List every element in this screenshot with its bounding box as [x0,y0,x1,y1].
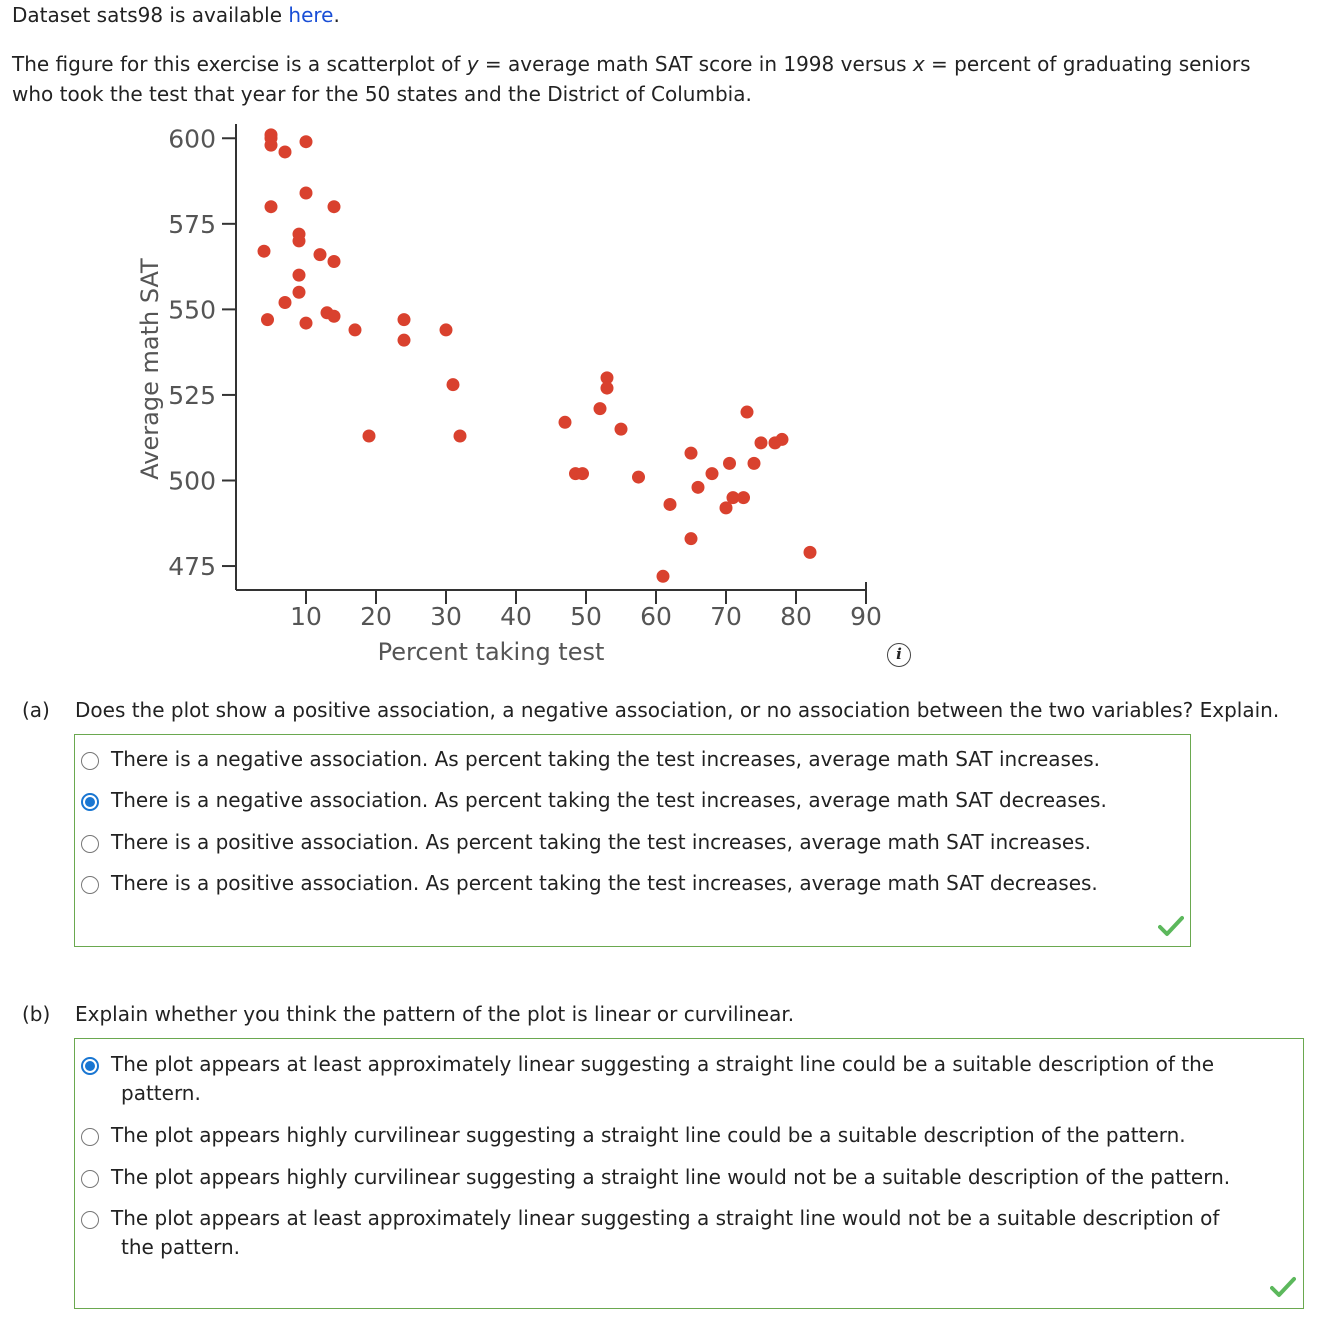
x-axis-label: Percent taking test [377,638,605,666]
chart-axes [168,124,882,631]
question-a-option-1[interactable] [81,749,1100,774]
radio-button[interactable] [81,876,99,894]
option-label: The plot appears highly curvilinear suggesting a straight line would not be a suitable description of the pattern. [111,1165,1231,1189]
x-tick-label: 40 [500,602,532,631]
question-a-option-4[interactable] [81,873,1098,898]
data-point [576,467,589,480]
data-point [685,447,698,460]
question-b-text: Explain whether you think the pattern of the plot is linear or curvilinear. [75,1002,795,1026]
intro-text: The figure for this exercise is a scatterplot of [12,52,467,76]
question-a-option-3[interactable] [81,832,1091,857]
x-tick-label: 50 [570,602,602,631]
y-tick-label: 475 [168,552,216,582]
data-point [265,200,278,213]
data-point [293,234,306,247]
x-tick-label: 90 [850,602,882,631]
intro-text: = percent of graduating seniors [924,52,1251,76]
dataset-prefix: Dataset sats98 is available [12,3,289,27]
x-tick-label: 30 [430,602,462,631]
data-point [594,402,607,415]
data-point [804,546,817,559]
option-label-line: the pattern. [121,1235,241,1259]
radio-button[interactable] [81,1128,99,1146]
data-point [300,135,313,148]
data-point [328,310,341,323]
data-point [279,145,292,158]
data-point [755,436,768,449]
question-b-option-3[interactable] [81,1167,1230,1192]
data-point [293,286,306,299]
answer-box-a [74,734,1191,947]
radio-button[interactable] [81,835,99,853]
dataset-link[interactable]: here [288,3,334,27]
radio-button[interactable] [81,793,99,811]
option-label-line: pattern. [121,1081,201,1105]
radio-button[interactable] [81,1170,99,1188]
data-point [279,296,292,309]
intro-text: = average math SAT score in 1998 versus [478,52,913,76]
y-axis-label: Average math SAT [136,258,164,480]
data-point [601,382,614,395]
data-point [440,323,453,336]
data-point [314,248,327,261]
data-point [300,317,313,330]
data-point [349,323,362,336]
radio-button[interactable] [81,752,99,770]
question-a-text: Does the plot show a positive association, a negative association, or no association between the two variables? Explain. [75,698,1280,722]
data-point [664,498,677,511]
data-point [748,457,761,470]
chart-points [258,128,817,582]
option-label [111,1050,1214,1108]
data-point [328,255,341,268]
data-point [776,433,789,446]
data-point [398,334,411,347]
x-tick-label: 20 [360,602,392,631]
option-label: There is a negative association. As percent taking the test increases, average math SAT increases. [111,747,1101,771]
option-label: There is a negative association. As percent taking the test increases, average math SAT decreases. [111,788,1107,812]
data-point [723,457,736,470]
y-tick-label: 550 [168,295,216,325]
data-point [398,313,411,326]
y-tick-label: 525 [168,380,216,410]
data-point [363,430,376,443]
info-icon[interactable]: i [887,643,911,667]
scatterplot [120,120,900,680]
question-b-label: (b) [22,1002,51,1026]
x-tick-label: 70 [710,602,742,631]
x-tick-label: 10 [290,602,322,631]
data-point [328,200,341,213]
intro-line-2: who took the test that year for the 50 states and the District of Columbia. [12,82,752,106]
intro-line-1 [12,52,1251,76]
radio-button[interactable] [81,1057,99,1075]
x-tick-label: 80 [780,602,812,631]
data-point [615,423,628,436]
option-label [111,1204,1219,1262]
data-point [737,491,750,504]
check-icon [1270,1276,1296,1298]
question-b-option-1[interactable] [81,1054,1214,1108]
question-a-option-2[interactable] [81,790,1107,815]
data-point [559,416,572,429]
y-tick-label: 600 [168,124,216,154]
radio-button[interactable] [81,1211,99,1229]
data-point [741,406,754,419]
question-a-label: (a) [22,698,50,722]
data-point [261,313,274,326]
y-tick-label: 500 [168,466,216,496]
dataset-line [12,3,340,27]
data-point [265,128,278,141]
y-tick-label: 575 [168,209,216,239]
data-point [293,269,306,282]
option-label: There is a positive association. As percent taking the test increases, average math SAT increases. [111,830,1092,854]
data-point [706,467,719,480]
data-point [692,481,705,494]
data-point [632,471,645,484]
data-point [447,378,460,391]
data-point [454,430,467,443]
option-label-line: The plot appears at least approximately linear suggesting a straight line could be a suitable description of the [111,1052,1215,1076]
data-point [258,245,271,258]
x-tick-label: 60 [640,602,672,631]
data-point [300,187,313,200]
intro-var-y: y [466,52,479,76]
question-b-option-4[interactable] [81,1208,1219,1262]
option-label-line: The plot appears at least approximately linear suggesting a straight line would not be a suitable description of [111,1206,1220,1230]
option-label: There is a positive association. As percent taking the test increases, average math SAT decreases. [111,871,1098,895]
question-b-option-2[interactable] [81,1125,1186,1150]
dataset-suffix: . [333,3,340,27]
option-label: The plot appears highly curvilinear suggesting a straight line could be a suitable description of the pattern. [111,1123,1186,1147]
answer-box-b [74,1038,1304,1309]
data-point [685,532,698,545]
check-icon [1158,915,1184,937]
data-point [657,570,670,583]
intro-var-x: x [912,52,925,76]
